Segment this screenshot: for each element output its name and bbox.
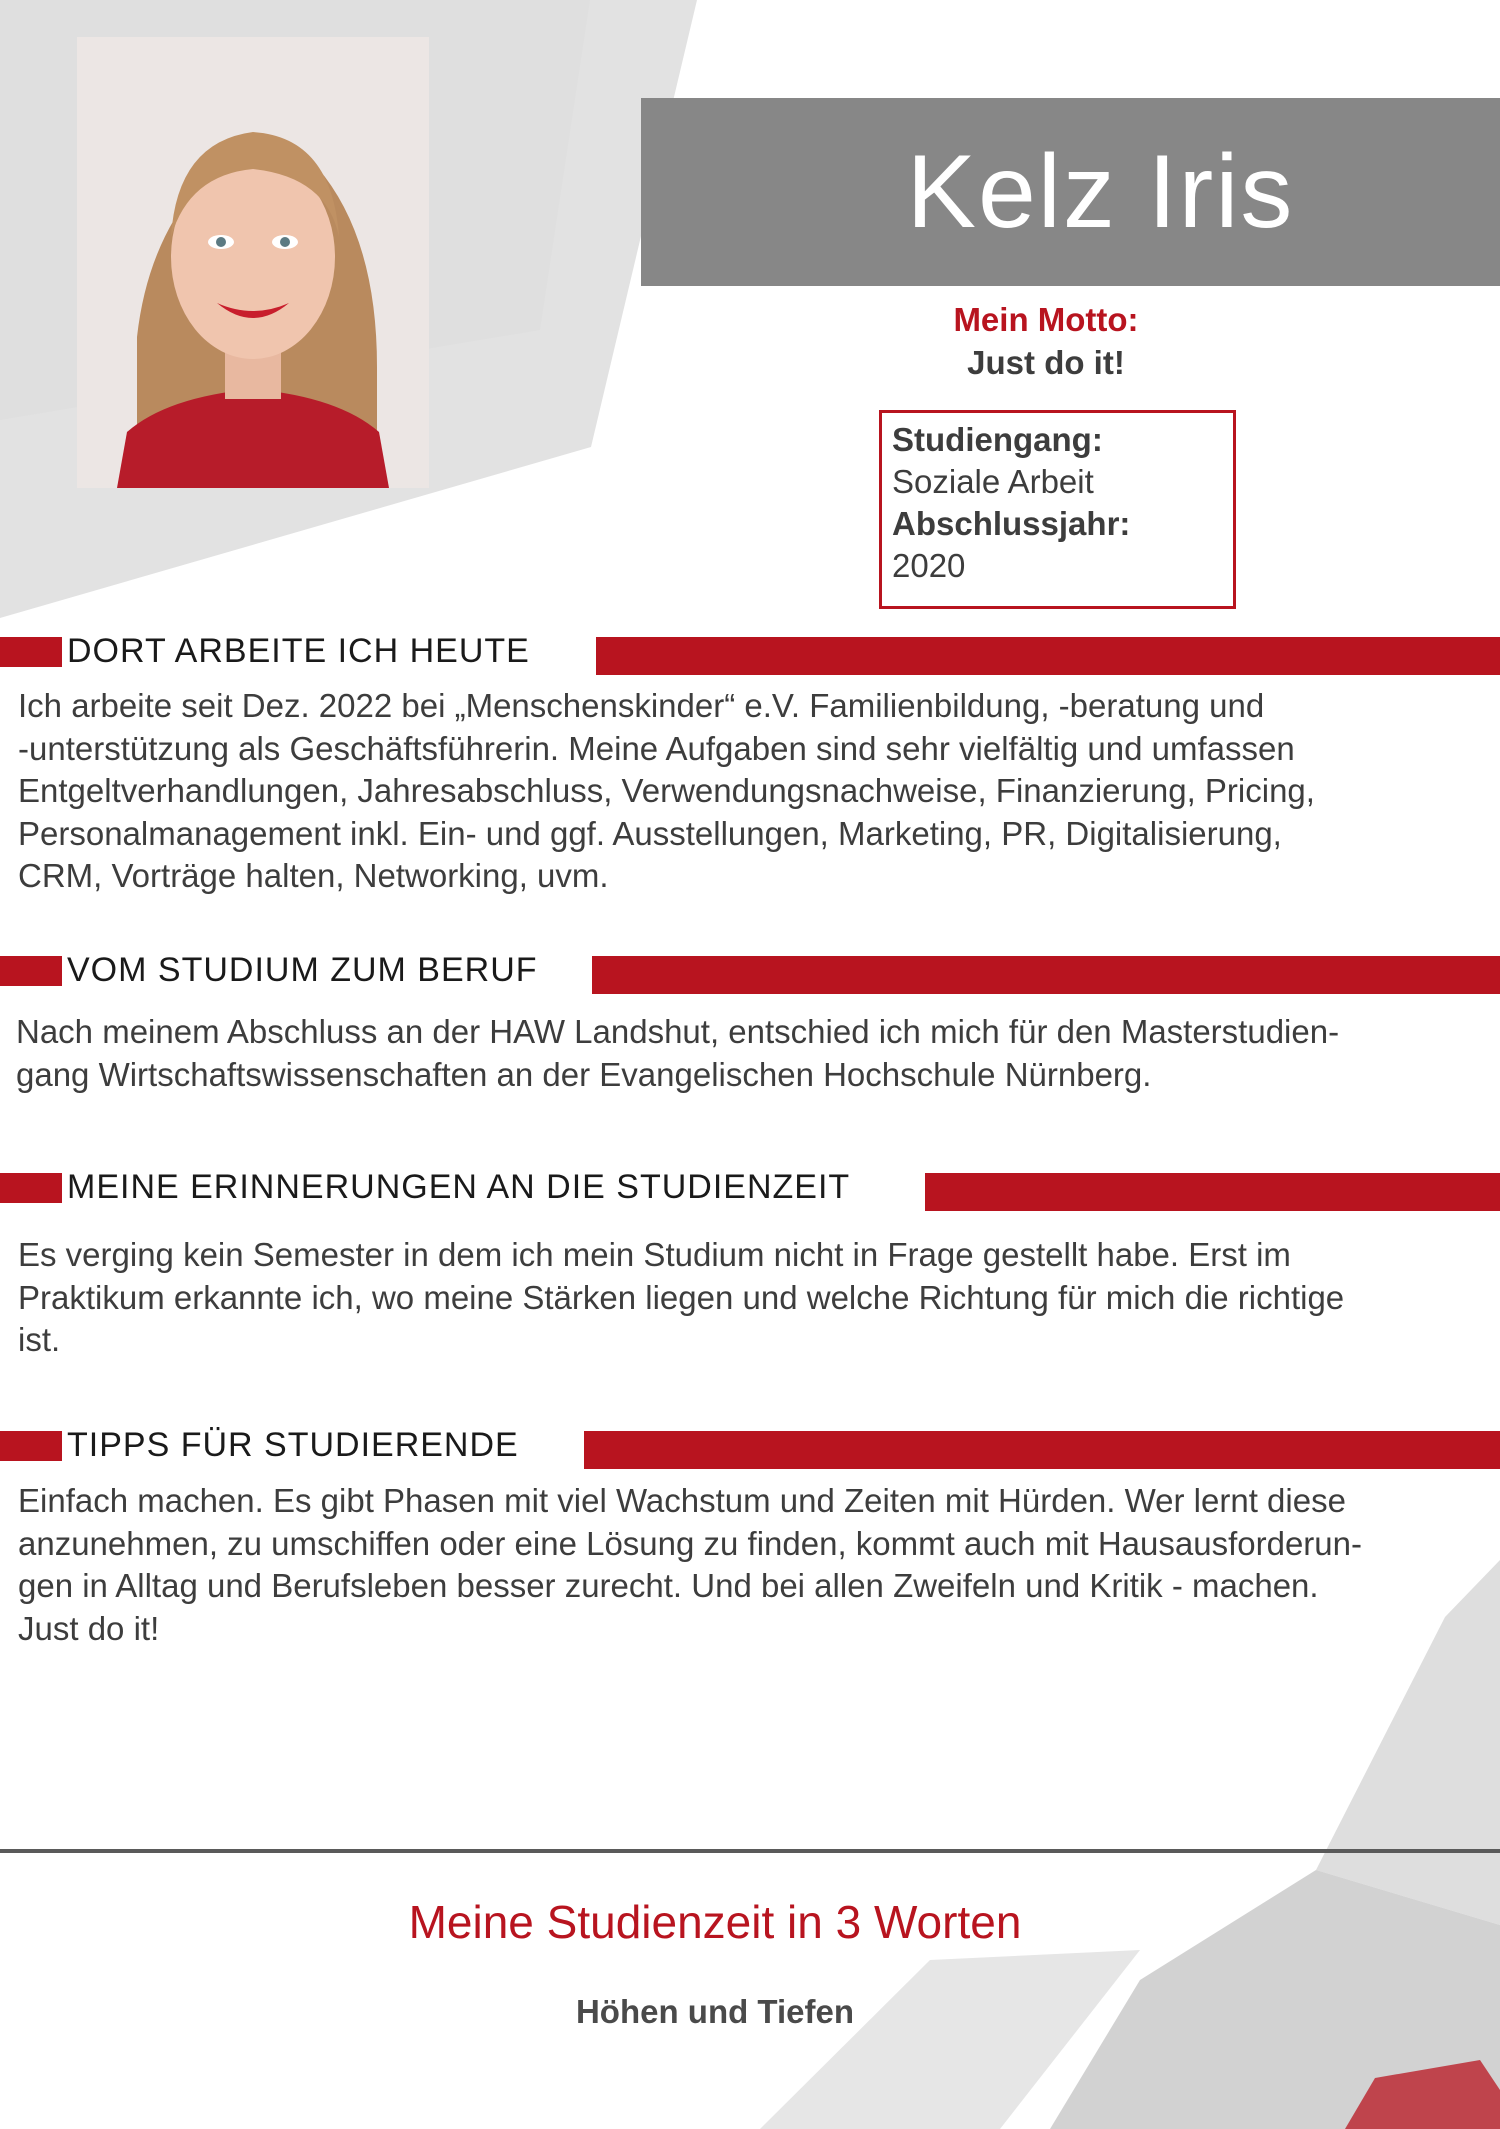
section-bar-left xyxy=(0,956,62,986)
text-line: Personalmanagement inkl. Ein- und ggf. Ausstellungen, Marketing, PR, Digitalisierung, xyxy=(18,814,1282,852)
section-title: TIPPS FÜR STUDIERENDE xyxy=(67,1426,519,1464)
profile-photo xyxy=(77,37,429,488)
section-text-memories xyxy=(18,1234,1483,1362)
section-bar-right xyxy=(596,637,1500,675)
section-bar-left xyxy=(0,1431,62,1461)
footer-divider xyxy=(0,1849,1500,1853)
study-info-box xyxy=(879,410,1236,609)
year-label: Abschlussjahr: xyxy=(892,505,1131,542)
program-value: Soziale Arbeit xyxy=(892,463,1094,500)
section-bar-right xyxy=(592,956,1500,994)
text-line: Just do it! xyxy=(18,1609,160,1647)
section-header-career xyxy=(0,950,1500,990)
section-header-work xyxy=(0,631,1500,671)
text-line: Entgeltverhandlungen, Jahresabschluss, Verwendungsnachweise, Finanzierung, Pricing, xyxy=(18,772,1315,809)
section-bar-right xyxy=(584,1431,1500,1469)
person-name: Kelz Iris xyxy=(906,133,1295,250)
text-line: Ich arbeite seit Dez. 2022 bei „Menschenskinder“ e.V. Familienbildung, -beratung und xyxy=(18,687,1265,724)
motto-text: Just do it! xyxy=(967,344,1125,381)
text-line: Es verging kein Semester in dem ich mein Studium nicht in Frage gestellt habe. Erst im xyxy=(18,1236,1291,1273)
section-title: MEINE ERINNERUNGEN AN DIE STUDIENZEIT xyxy=(67,1168,851,1206)
text-line: ist. xyxy=(18,1321,61,1358)
three-words-value: Höhen und Tiefen xyxy=(575,1993,855,2030)
motto-label: Mein Motto: xyxy=(953,301,1139,338)
section-bar-left xyxy=(0,637,62,667)
year-value: 2020 xyxy=(892,547,966,584)
motto-block xyxy=(851,298,1241,384)
text-line: -unterstützung als Geschäftsführerin. Meine Aufgaben sind sehr vielfältig und umfassen xyxy=(18,729,1295,767)
section-text-tips xyxy=(18,1480,1483,1650)
text-line: CRM, Vorträge halten, Networking, uvm. xyxy=(18,857,609,894)
text-line: Praktikum erkannte ich, wo meine Stärken liegen und welche Richtung für mich die richtige xyxy=(18,1278,1345,1316)
section-header-memories xyxy=(0,1167,1500,1207)
section-bar-right xyxy=(925,1173,1500,1211)
section-text-career xyxy=(16,1011,1481,1096)
section-bar-left xyxy=(0,1173,62,1203)
section-title: DORT ARBEITE ICH HEUTE xyxy=(67,632,530,670)
section-text-work xyxy=(18,685,1483,898)
text-line: Einfach machen. Es gibt Phasen mit viel Wachstum und Zeiten mit Hürden. Wer lernt diese xyxy=(18,1482,1346,1519)
program-label: Studiengang: xyxy=(892,421,1103,458)
text-line: Nach meinem Abschluss an der HAW Landshut, entschied ich mich für den Masterstudien- xyxy=(16,1013,1340,1050)
text-line: gang Wirtschaftswissenschaften an der Evangelischen Hochschule Nürnberg. xyxy=(16,1055,1152,1093)
section-title: VOM STUDIUM ZUM BERUF xyxy=(67,951,538,989)
name-banner xyxy=(641,98,1500,286)
section-header-tips xyxy=(0,1425,1500,1465)
three-words-title: Meine Studienzeit in 3 Worten xyxy=(408,1896,1022,1948)
text-line: gen in Alltag und Berufsleben besser zurecht. Und bei allen Zweifeln und Kritik - machen. xyxy=(18,1567,1319,1604)
text-line: anzunehmen, zu umschiffen oder eine Lösung zu finden, kommt auch mit Hausausforderun- xyxy=(18,1524,1362,1562)
portrait-illustration xyxy=(77,37,429,488)
